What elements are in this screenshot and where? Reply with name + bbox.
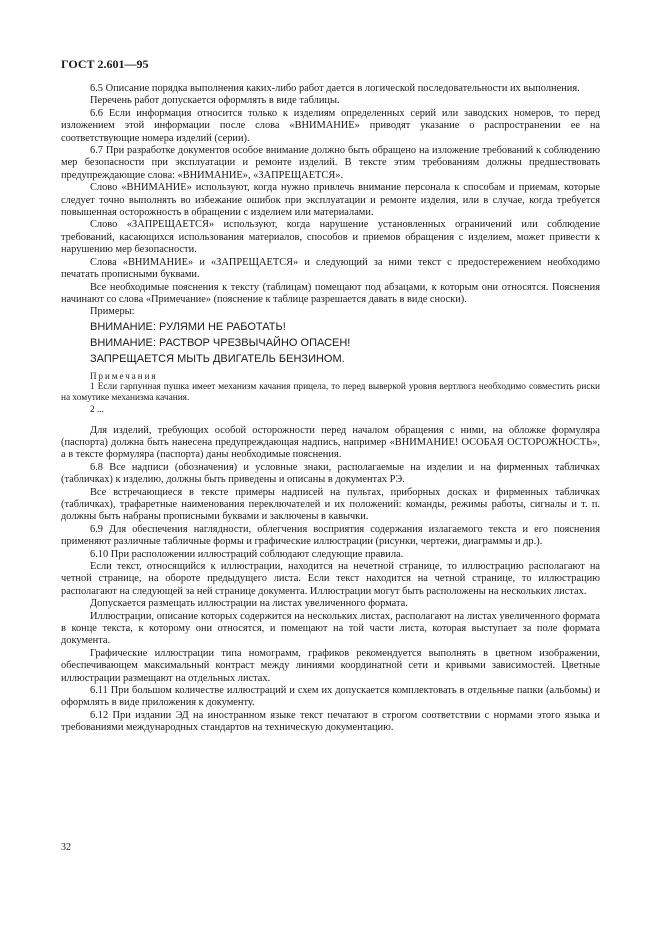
paragraph: Перечень работ допускается оформлять в виде таблицы. [90,95,340,107]
paragraph: Все встречающиеся в тексте примеры надписей на пультах, приборных досках и фирменных табличках (табличках), трафаретные наименования переключателей и их положений: команды, режимы работы, сигналы и т. п. должны быть набраны прописными буквами и заключены в кавычки. [61,486,600,523]
document-body [61,83,600,735]
note-item: 2 ... [90,404,104,415]
paragraph: 6.8 Все надписи (обозначения) и условные знаки, располагаемые на изделии и на фирменных табличках (табличках) к изделию, должны быть приведены и описаны в документах РЭ. [61,461,600,486]
paragraph: Слово «ВНИМАНИЕ» используют, когда нужно привлечь внимание персонала к способам и приемам, которые следует точно выполнять во избежание ошибок при эксплуатации и ремонте изделия, или в случае, когда требуется повышенная осторожность в обращении с изделием или материалами. [61,182,600,219]
note-item: 1 Если гарпунная пушка имеет механизм качания прицела, то перед выверкой уровня вертлюга необходимо совместить риски на хомутике механизма качания. [61,381,600,404]
example-warning: ЗАПРЕЩАЕТСЯ МЫТЬ ДВИГАТЕЛЬ БЕНЗИНОМ. [90,352,345,365]
paragraph: Графические иллюстрации типа номограмм, графиков рекомендуется выполнять в цветном изображении, обеспечивающем максимальный контраст между линиями координатной сети и кривыми зависимостей. Цветные иллюстрации размещают на отдельных листах. [61,647,600,684]
paragraph: 6.6 Если информация относится только к изделиям определенных серий или заводских номеров, то перед изложением этой информации после слова «ВНИМАНИЕ» приводят указание о распространении ее на соответствующие номера изделий (серии). [61,107,600,144]
example-warning: ВНИМАНИЕ: РУЛЯМИ НЕ РАБОТАТЬ! [90,320,286,333]
paragraph: Допускается размещать иллюстрации на листах увеличенного формата. [90,598,408,610]
paragraph: 6.9 Для обеспечения наглядности, облегчения восприятия содержания излагаемого текста и его пояснения применяют различные табличные формы и графические иллюстрации (рисунки, чертежи, диаграммы и др.). [61,523,600,548]
examples-label: Примеры: [90,306,135,318]
paragraph: Все необходимые пояснения к тексту (таблицам) помещают под абзацами, к которым они относятся. Пояснения начинают со слова «Примечание» (пояснение к таблице разрешается давать в виде сноски). [61,281,600,305]
paragraph: 6.10 При расположении иллюстраций соблюдают следующие правила. [90,548,404,560]
paragraph: Иллюстрации, описание которых содержится на нескольких листах, располагают на листах увеличенного формата в конце текста, к которому они относятся, и помещают на той части листа, которая выступает за поле формата документа. [61,610,600,647]
paragraph: 6.12 При издании ЭД на иностранном языке текст печатают в строгом соответствии с нормами этого языка и требованиями международных стандартов на техническую документацию. [61,709,600,734]
paragraph: Слово «ЗАПРЕЩАЕТСЯ» используют, когда нарушение установленных ограничений или соблюдение требований, касающихся использования материалов, способов и приемов обращения с изделием, может привести к нарушению мер безопасности. [61,219,600,256]
paragraph: Если текст, относящийся к иллюстрации, находится на нечетной странице, то иллюстрацию располагают на четной странице, на обороте предыдущего листа. Если текст находится на четной странице, то иллюстрацию располагают на следующей за ней странице документа. Иллюстрации могут быть расположены на нескольких листах. [61,560,600,597]
paragraph: Для изделий, требующих особой осторожности перед началом обращения с ними, на обложке формуляра (паспорта) должна быть нанесена предупреждающая надпись, например «ВНИМАНИЕ! ОСОБАЯ ОСТОРОЖНОСТЬ», а в тексте формуляра (паспорта) даны необходимые пояснения. [61,424,600,461]
paragraph: 6.5 Описание порядка выполнения каких-либо работ дается в логической последовательности их выполнения. [90,83,580,94]
paragraph: 6.11 При большом количестве иллюстраций и схем их допускается комплектовать в отдельные папки (альбомы) и оформлять в виде приложения к документу. [61,685,600,709]
notes-heading: Примечания [90,370,158,381]
example-warning: ВНИМАНИЕ: РАСТВОР ЧРЕЗВЫЧАЙНО ОПАСЕН! [90,336,351,349]
document-header: ГОСТ 2.601—95 [61,57,149,71]
paragraph: Слова «ВНИМАНИЕ» и «ЗАПРЕЩАЕТСЯ» и следующий за ними текст с предостережением необходимо печатать прописными буквами. [61,256,600,281]
paragraph: 6.7 При разработке документов особое внимание должно быть обращено на изложение требований к соблюдению мер безопасности при эксплуатации и ремонте изделий. В тексте этим требованиям должны предшествовать предупреждающие слова: «ВНИМАНИЕ», «ЗАПРЕЩАЕТСЯ». [61,145,600,181]
page-number: 32 [61,842,71,853]
